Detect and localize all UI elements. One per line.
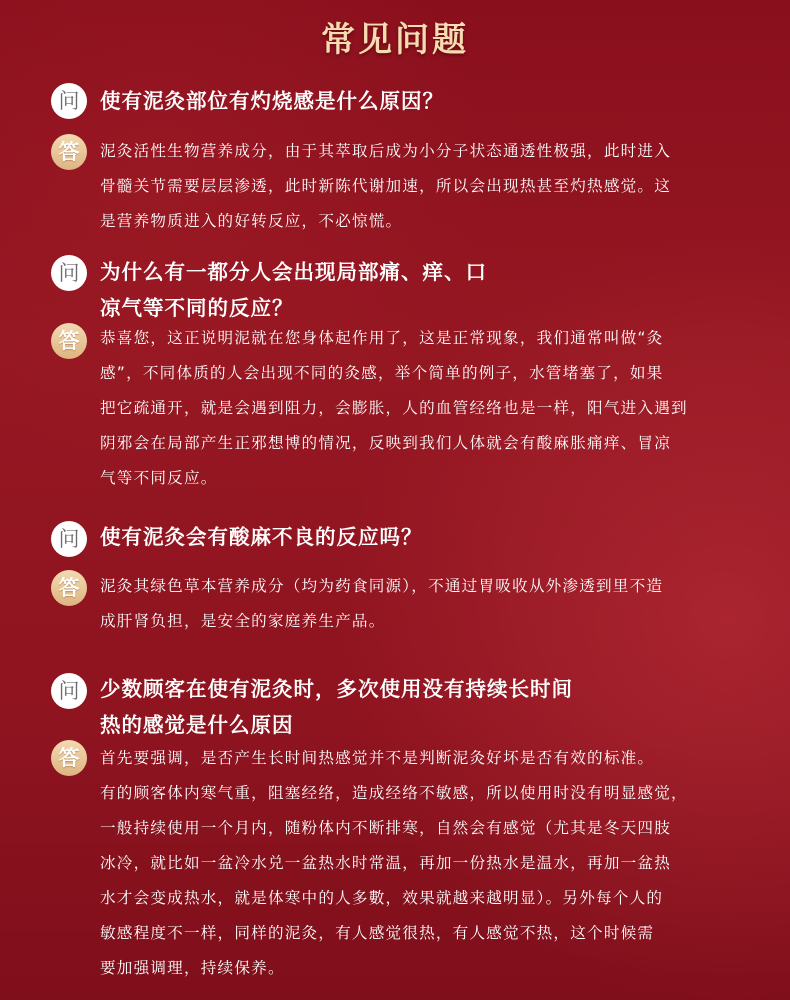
faq-4-question: [100, 671, 770, 743]
faq-3-question: [100, 519, 770, 555]
faq-1-question: [100, 83, 770, 119]
answer-line: 要加强调理，持续保养。: [100, 959, 285, 977]
answer-line: 把它疏通开，就是会遇到阻力，会膨胀，人的血管经络也是一样，阳气进入遇到: [100, 399, 688, 417]
answer-icon: 答: [51, 323, 87, 359]
answer-icon: 答: [51, 740, 87, 776]
answer-line: 水才会变成热水，就是体寒中的人多數，效果就越来越明显）。另外每个人的: [100, 889, 664, 907]
question-line: 使有泥灸部位有灼烧感是什么原因？: [100, 89, 444, 113]
answer-line: 是营养物质进入的好转反应，不必惊慌。: [100, 212, 403, 230]
answer-line: 恭喜您，这正说明泥就在您身体起作用了，这是正常现象，我们通常叫做“灸: [100, 329, 664, 347]
answer-line: 首先要强调，是否产生长时间热感觉并不是判断泥灸好坏是否有效的标准。: [100, 749, 655, 767]
question-line: 为什么有一都分人会出现局部痛、痒、口: [100, 260, 487, 284]
answer-line: 骨髓关节需要层层渗透，此时新陈代谢加速，所以会出现热甚至灼热感觉。这: [100, 177, 671, 195]
question-icon: 问: [51, 83, 87, 119]
answer-line: 冰冷，就比如一盆冷水兑一盆热水时常温，再加一份热水是温水，再加一盆热: [100, 854, 671, 872]
answer-icon: 答: [51, 570, 87, 606]
answer-line: 泥灸活性生物营养成分，由于其萃取后成为小分子状态通透性极强，此时进入: [100, 142, 671, 160]
question-icon: 问: [51, 255, 87, 291]
answer-line: 敏感程度不一样，同样的泥灸，有人感觉很热，有人感觉不热，这个时候需: [100, 924, 655, 942]
answer-line: 成肝肾负担，是安全的家庭养生产品。: [100, 612, 386, 630]
answer-line: 感”，不同体质的人会出现不同的灸感，举个简单的例子，水管堵塞了，如果: [100, 364, 664, 382]
question-line: 使有泥灸会有酸麻不良的反应吗？: [100, 525, 423, 549]
question-line: 凉气等不同的反应？: [100, 296, 294, 320]
question-icon: 问: [51, 673, 87, 709]
faq-2-answer: [100, 321, 772, 496]
answer-line: 有的顾客体内寒气重，阻塞经络，造成经络不敏感，所以使用时没有明显感觉，: [100, 784, 688, 802]
question-icon: 问: [51, 521, 87, 557]
answer-line: 泥灸其绿色草本营养成分（均为药食同源），不通过胃吸收从外渗透到里不造: [100, 577, 664, 595]
question-line: 少数顾客在使有泥灸时，多次使用没有持续长时间: [100, 677, 573, 701]
faq-2-question: [100, 254, 770, 326]
answer-line: 气等不同反应。: [100, 469, 218, 487]
page-title: 常见问题: [321, 20, 469, 60]
question-line: 热的感觉是什么原因: [100, 713, 294, 737]
answer-line: 阴邪会在局部产生正邪想博的情况，反映到我们人体就会有酸麻胀痛痒、冒凉: [100, 434, 671, 452]
faq-1-answer: [100, 134, 772, 239]
faq-4-answer: [100, 741, 772, 986]
answer-line: 一般持续使用一个月内，随粉体内不断排寒，自然会有感觉（尤其是冬天四肢: [100, 819, 671, 837]
faq-3-answer: [100, 569, 772, 639]
answer-icon: 答: [51, 134, 87, 170]
